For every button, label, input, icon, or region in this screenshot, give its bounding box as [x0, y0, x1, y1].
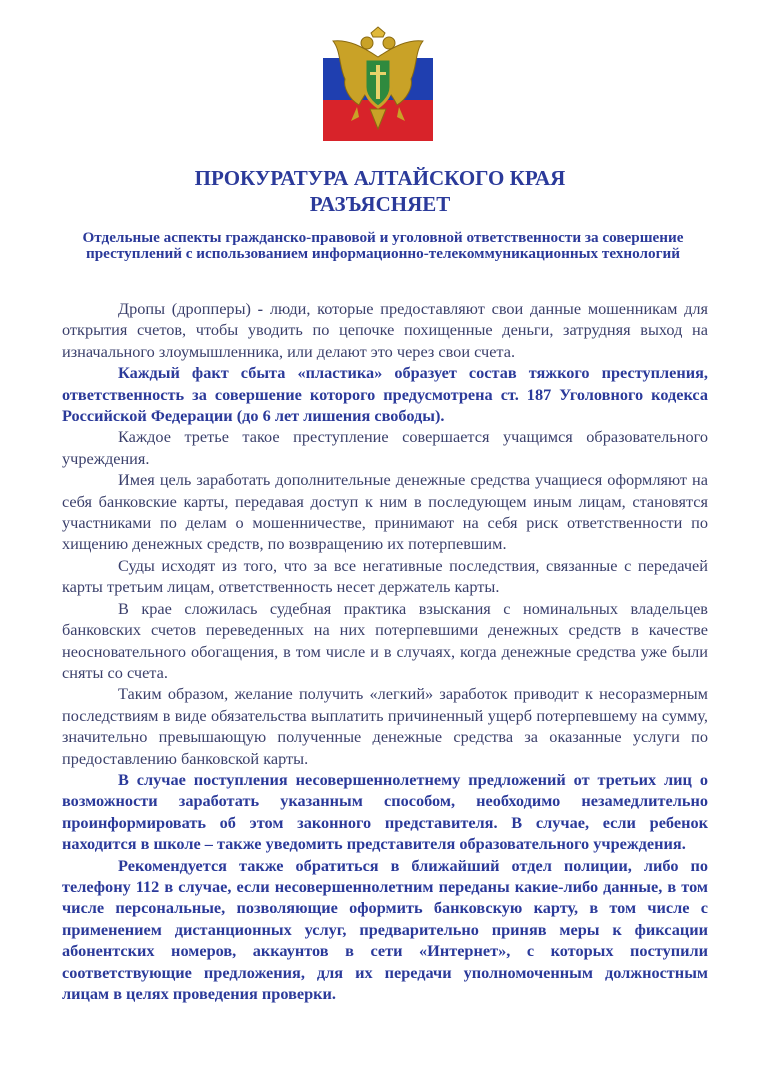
page-subtitle: Отдельные аспекты гражданско-правовой и уголовной ответственности за совершение преступлений с использованием информационно-телекоммуникационных технологий — [82, 229, 684, 262]
paragraph-9: Рекомендуется также обратиться в ближайший отдел полиции, либо по телефону 112 в случае, если несовершеннолетним переданы какие-либо данные, в том числе персональные, позволяющие оформить банковскую карту, в том числе с применением дистанционных услуг, предварительно приняв меры к фиксации абонентских номеров, аккаунтов в сети «Интернет», с которых поступили соответствующие предложения, для их передачи уполномоченным должностным лицам в целях проведения проверки. — [62, 855, 708, 1003]
paragraph-3: Каждое третье такое преступление совершается учащимся образовательного учреждения. — [62, 427, 708, 468]
paragraph-4: Имея цель заработать дополнительные денежные средства учащиеся оформляют на себя банковские карты, передавая доступ к ним в последующем иным лицам, становятся участниками по делам о мошенничестве, принимают на себя риск ответственности по хищению денежных средств, по возвращению их потерпевшим. — [62, 470, 708, 554]
paragraph-6: В крае сложилась судебная практика взыскания с номинальных владельцев банковских счетов переведенных на них потерпевшими денежных средств в качестве неосновательного обогащения, в том числе и в случаях, когда денежные средства уже были сняты со счета. — [62, 598, 708, 682]
page-title — [0, 165, 760, 217]
paragraph-1 — [62, 298, 708, 362]
prosecutor-emblem — [323, 17, 433, 141]
paragraph-7: Таким образом, желание получить «легкий» заработок приводит к несоразмерным последствиям в виде обязательства выплатить причиненный ущерб потерпевшему на сумму, значительно превышающую полученные денежные средства за оказанные услуги по предоставлению банковской карты. — [62, 684, 708, 768]
term-drops: Дропы (дропперы) — [118, 299, 251, 318]
title-line-1: ПРОКУРАТУРА АЛТАЙСКОГО КРАЯ — [194, 166, 566, 190]
emblem-flag-icon — [323, 17, 433, 141]
term-dash: - — [250, 299, 270, 318]
paragraph-8: В случае поступления несовершеннолетнему предложений от третьих лиц о возможности заработать указанным способом, необходимо незамедлительно проинформировать об этом законного представителя. В случае, если ребенок находится в школе – также уведомить представителя образовательного учреждения. — [62, 769, 708, 854]
document-body — [62, 298, 708, 1004]
title-line-2: РАЗЪЯСНЯЕТ — [309, 192, 451, 216]
paragraph-5: Суды исходят из того, что за все негативные последствия, связанные с передачей карты третьим лицам, ответственность несет держатель карты. — [62, 555, 708, 597]
paragraph-2: Каждый факт сбыта «пластика» образует состав тяжкого преступления, ответственность за совершение которого предусмотрена ст. 187 Уголовного кодекса Российской Федерации (до 6 лет лишения свободы). — [62, 363, 708, 426]
term-definition: люди, которые предоставляют свои данные мошенникам для открытия счетов, чтобы уводить по цепочке похищенные деньги, затрудняя выход на изначального злоумышленника, или делают это через свои счета. — [62, 299, 709, 361]
